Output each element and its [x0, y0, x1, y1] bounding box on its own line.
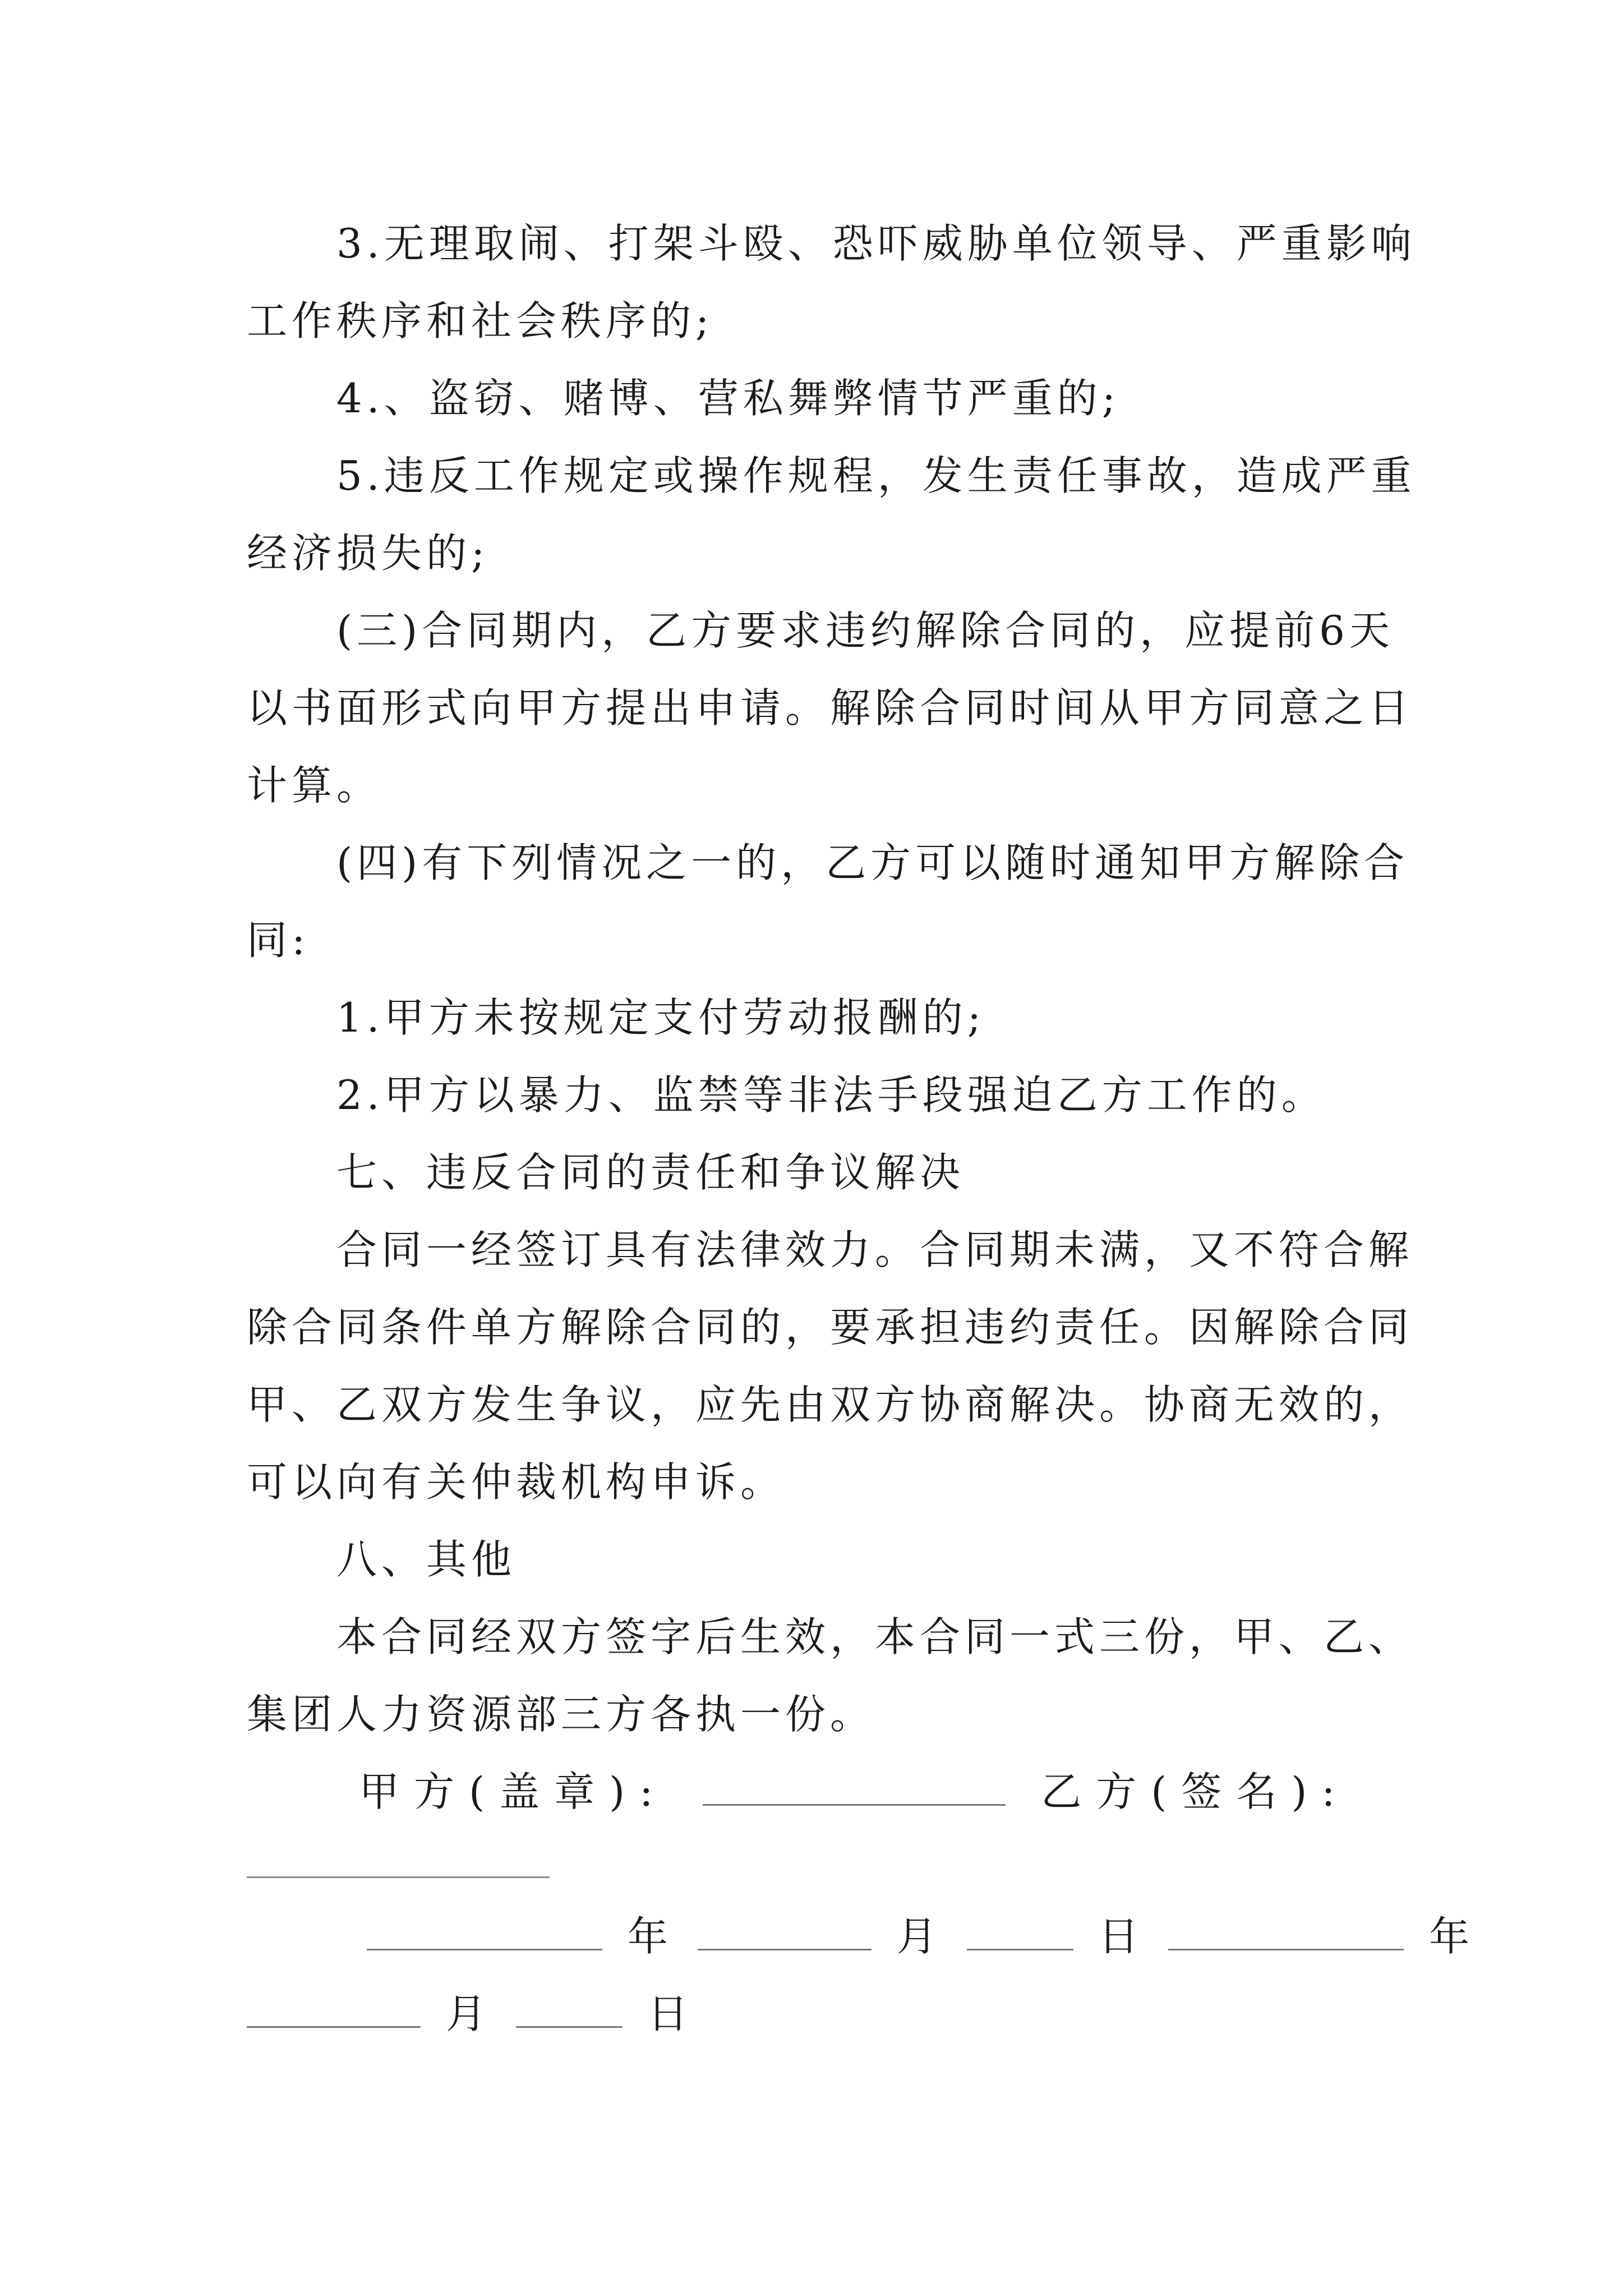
paragraph-line: 同: [247, 917, 310, 964]
paragraph-line: (三)合同期内，乙方要求违约解除合同的，应提前6天 [336, 607, 1394, 654]
year-label: 年 [627, 1913, 672, 1960]
party-b-year-blank [1168, 1910, 1404, 1950]
paragraph-line: 3.无理取闹、打架斗殴、恐吓威胁单位领导、严重影响 [336, 220, 1416, 267]
spacer [247, 1864, 1385, 1898]
month-label: 月 [445, 1990, 491, 2037]
date-line-continued [247, 1975, 1385, 2053]
paragraph-line: (四)有下列情况之一的，乙方可以随时通知甲方解除合 [336, 839, 1409, 886]
day-label: 日 [1098, 1913, 1144, 1960]
paragraph-line: 5.违反工作规定或操作规程，发生责任事故，造成严重 [336, 452, 1416, 499]
paragraph-line: 可以向有关仲裁机构申诉。 [247, 1458, 786, 1506]
date-line [247, 1898, 1474, 1975]
month-label: 月 [896, 1913, 942, 1960]
section-heading: 七、违反合同的责任和争议解决 [336, 1149, 965, 1196]
paragraph-line: 计算。 [247, 762, 382, 809]
paragraph-line: 4.、盗窃、赌博、营私舞弊情节严重的; [336, 375, 1120, 422]
paragraph-line: 1.甲方未按规定支付劳动报酬的; [336, 994, 985, 1041]
party-a-year-blank [367, 1910, 602, 1950]
paragraph-line: 集团人力资源部三方各执一份。 [247, 1691, 875, 1738]
section-heading: 八、其他 [336, 1536, 517, 1583]
day-label: 日 [647, 1990, 693, 2037]
year-label: 年 [1429, 1913, 1474, 1960]
party-a-day-blank [967, 1910, 1073, 1950]
paragraph-line: 甲、乙双方发生争议，应先由双方协商解决。协商无效的， [247, 1381, 1414, 1428]
paragraph-line: 除合同条件单方解除合同的，要承担违约责任。因解除合同 [247, 1304, 1414, 1351]
signature-line [247, 1753, 1385, 1830]
party-b-label: 乙方(签名): [1041, 1768, 1350, 1815]
party-a-label: 甲方(盖章): [359, 1768, 668, 1815]
signature-continuation-rule [247, 1876, 550, 1878]
paragraph-line: 以书面形式向甲方提出申请。解除合同时间从甲方同意之日 [247, 684, 1414, 731]
paragraph-line: 2.甲方以暴力、监禁等非法手段强迫乙方工作的。 [336, 1071, 1326, 1119]
paragraph-line: 经济损失的; [247, 530, 490, 577]
party-b-month-blank [247, 1987, 421, 2028]
party-a-month-blank [698, 1910, 872, 1950]
document-body [247, 205, 1474, 2053]
paragraph-line: 工作秩序和社会秩序的; [247, 297, 714, 344]
paragraph-line: 本合同经双方签字后生效，本合同一式三份，甲、乙、 [336, 1613, 1414, 1660]
party-a-signature-blank [703, 1765, 1006, 1806]
paragraph-line: 合同一经签订具有法律效力。合同期未满，又不符合解 [336, 1226, 1414, 1273]
party-b-day-blank [516, 1987, 623, 2028]
spacer [247, 1830, 1385, 1864]
